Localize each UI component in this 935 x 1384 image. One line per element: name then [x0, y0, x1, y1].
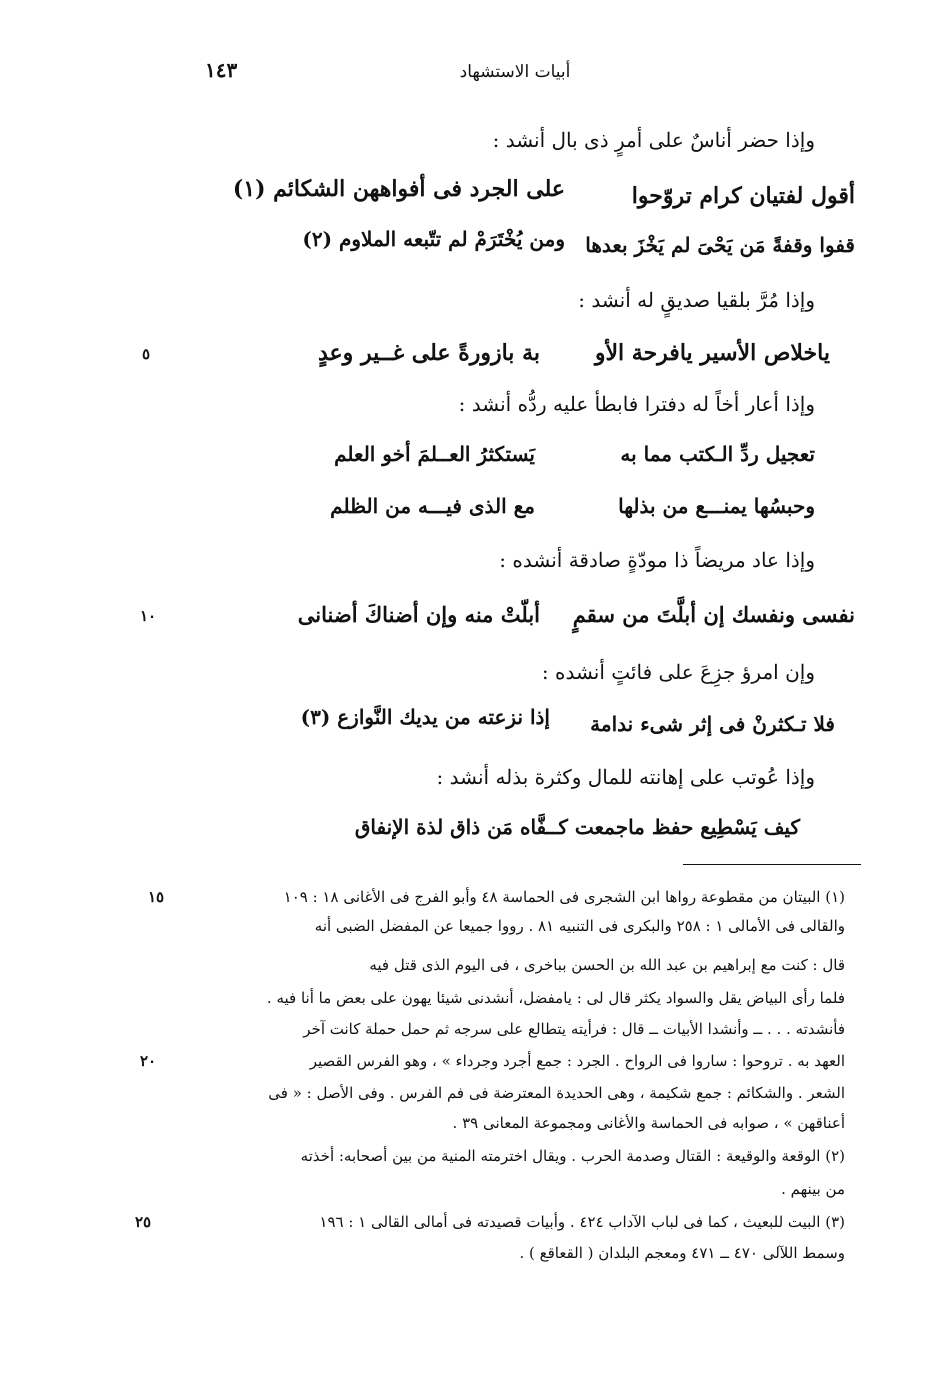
- verse-line: كيف يَسْطِيع حفظ ماجمعت كــفَّاه مَن ذاق لذة الإنفاق: [354, 815, 800, 839]
- verse-hemistich-second: على الجرد فى أفواههن الشكائم (١): [232, 176, 565, 202]
- prose-line: وإذا مُرَّ بلقيا صديقٍ له أنشد :: [578, 288, 815, 312]
- verse-hemistich-second: مع الذى فيـــه من الظلم: [330, 494, 535, 518]
- verse-hemistich-first: وحبسُها يمنـــع من بذلها: [618, 494, 815, 518]
- verse-hemistich-second: أبلّتْ منه وإن أضناكَ أضنانى: [297, 602, 540, 627]
- line-number-marker: ٢٠: [140, 1052, 157, 1070]
- footnote-line: فأنشدته . . . ــ وأنشدا الأبيات ــ قال : فرأيته يتطالع على سرجه ثم حمل حملة كانت آخر: [303, 1020, 845, 1038]
- footnote-rule: [683, 864, 861, 865]
- prose-line: وإن امرؤ جزِعَ على فائتٍ أنشده :: [541, 660, 815, 684]
- footnote-line: الشعر . والشكائم : جمع شكيمة ، وهى الحديدة المعترضة فى فم الفرس . وفى الأصل : « فى: [268, 1084, 845, 1102]
- verse-hemistich-first: أقول لفتيان كرام تروّحوا: [631, 183, 855, 209]
- verse-hemistich-second: يَستكثرُ العــلمَ أخو العلم: [334, 442, 535, 466]
- footnote-line: (٢) الوقعة والوقيعة : القتال وصدمة الحرب . ويقال اخترمته المنية من بين أصحابه: أخذته: [300, 1147, 845, 1165]
- prose-line: وإذا أعار أخاً له دفترا فابطأ عليه ردُّه أنشد :: [458, 392, 815, 416]
- verse-hemistich-first: قفوا وقفةً مَن يَحْىَ لم يَخْزَ بعدها: [585, 233, 855, 257]
- running-head: أبيات الاستشهاد: [459, 62, 571, 82]
- prose-line: وإذا عاد مريضاً ذا مودّةٍ صادقة أنشده :: [499, 548, 815, 572]
- verse-hemistich-second: ومن يُخْتَرَمْ لم تتّبعه الملاوم (٢): [302, 227, 565, 251]
- prose-line: وإذا عُوتب على إهانته للمال وكثرة بذله أنشد :: [436, 765, 815, 789]
- verse-hemistich-first: ياخلاص الأسير يافرحة الأو: [594, 340, 830, 366]
- footnote-line: أعناقهن » ، صوابه فى الحماسة والأغانى ومجموعة المعانى ٣٩ .: [452, 1114, 845, 1132]
- prose-line: وإذا حضر أناسٌ على أمرٍ ذى بال أنشد :: [492, 128, 815, 152]
- verse-hemistich-first: تعجيل ردِّ الـكتب مما به: [620, 442, 815, 466]
- verse-hemistich-second: إذا نزعته من يديك النَّوازع (٣): [300, 705, 550, 729]
- footnote-line: وسمط اللآلى ٤٧٠ ــ ٤٧١ ومعجم البلدان ( القعاقع ) .: [519, 1244, 845, 1262]
- line-number-marker: ٢٥: [135, 1213, 152, 1231]
- footnote-line: من بينهم .: [781, 1180, 845, 1198]
- verse-hemistich-first: نفسى ونفسك إن أبلَّتَ من سقمٍ: [572, 602, 855, 627]
- footnote-line: قال : كنت مع إبراهيم بن عبد الله بن الحسن بباخرى ، فى اليوم الذى قتل فيه: [369, 956, 845, 974]
- line-number-marker: ١٠: [140, 607, 157, 625]
- page-number: ١٤٣: [205, 58, 238, 82]
- footnote-line: (١) البيتان من مقطوعة رواها ابن الشجرى فى الحماسة ٤٨ وأبو الفرج فى الأغانى ١٨ : ١٠٩: [283, 888, 845, 906]
- verse-hemistich-first: فلا تـكثرنْ فى إثر شىء ندامة: [590, 712, 835, 736]
- footnote-line: فلما رأى البياض يقل والسواد يكثر قال لى : يامفضل، أنشدنى شيئا يهون على بعض ما أنا فيه .: [266, 989, 845, 1007]
- verse-hemistich-second: بة بازورةً على غــير وعدٍ: [318, 340, 540, 366]
- footnote-line: (٣) البيت للبعيث ، كما فى لباب الآداب ٤٢٤ . وأبيات قصيدته فى أمالى القالى ١ : ١٩٦: [319, 1213, 845, 1231]
- line-number-marker: ٥: [142, 345, 151, 363]
- footnote-line: والقالى فى الأمالى ١ : ٢٥٨ والبكرى فى التنبيه ٨١ . رووا جميعا عن المفضل الضبى أنه: [314, 917, 845, 935]
- line-number-marker: ١٥: [148, 888, 165, 906]
- footnote-line: العهد به . تروحوا : ساروا فى الرواح . الجرد : جمع أجرد وجرداء » ، وهو الفرس القصير: [309, 1052, 845, 1070]
